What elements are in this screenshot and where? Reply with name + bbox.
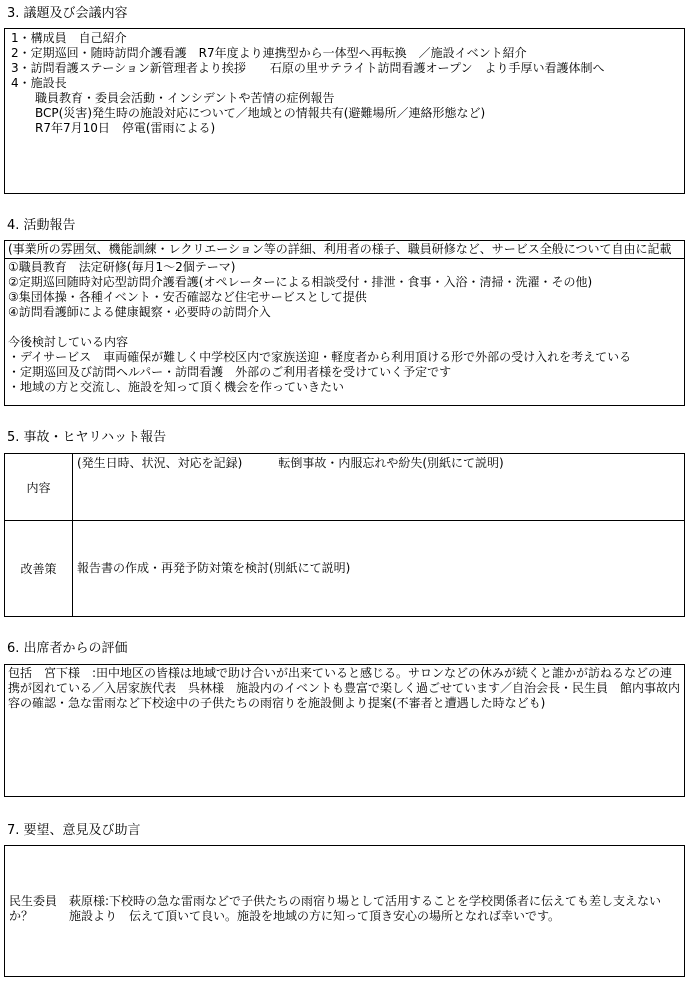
section5-table [4, 453, 685, 617]
section5-row-divider [5, 520, 684, 521]
section3-heading: 3. 議題及び会議内容 [7, 6, 128, 21]
section7-heading: 7. 要望、意見及び助言 [7, 823, 141, 838]
section4-line: 今後検討している内容 [8, 335, 129, 349]
section5-row2-label: 改善策 [5, 521, 73, 616]
section4-line: ・地域の方と交流し、施設を知って頂く機会を作っていきたい [8, 380, 345, 394]
section7-box [4, 845, 685, 977]
section6-box [4, 664, 685, 797]
section3-line: R7年7月10日 停電(雷雨による) [11, 121, 216, 135]
section6-heading: 6. 出席者からの評価 [7, 641, 128, 656]
section3-line: 3・訪問看護ステーション新管理者より挨拶 石原の里サテライト訪問看護オープン より手厚い看護体制へ [11, 61, 605, 75]
section3-line: 職員教育・委員会活動・インシデントや苦情の症例報告 [11, 91, 335, 105]
section3-line: BCP(災害)発生時の施設対応について／地域との情報共有(避難場所／連絡形態など) [11, 106, 486, 120]
section6-text: 包括 宮下様 :田中地区の皆様は地域で助け合いが出来ていると感じる。サロンなどの休みが続くと誰かが訪ねるなどの連携が図れている／入居家族代表 呉林様 施設内のイベントも豊富で楽しく過ごせています／自治会長・民生員 館内事故内容の確認・急な雷雨など下校途中の子供たちの雨宿りを施設側より提案(不審者と遭遇した時なども) [8, 666, 681, 710]
section7-text: 民生委員 萩原様:下校時の急な雷雨などで子供たちの雨宿り場として活用することを学校関係者に伝えても差し支えないか？ 施設より 伝えて頂いて良い。施設を地域の方に知って頂き安心の場所となれば幸いです。 [9, 894, 662, 923]
section3-line: 4・施設長 [11, 76, 67, 90]
section5-row1-label: 内容 [5, 454, 73, 520]
section3-box [4, 28, 685, 194]
section4-heading: 4. 活動報告 [7, 218, 76, 233]
section5-row2-text: 報告書の作成・再発予防対策を検討(別紙にて説明) [77, 561, 351, 575]
section4-line: ①職員教育 法定研修(毎月1～2個テーマ) [8, 260, 236, 274]
section4-line: (事業所の雰囲気、機能訓練・レクリエーション等の詳細、利用者の様子、職員研修など、サービス全般について自由に記載 [8, 242, 672, 256]
section4-line: ③集団体操・各種イベント・安否確認など住宅サービスとして提供 [8, 290, 367, 304]
section3-line: 2・定期巡回・随時訪問介護看護 R7年度より連携型から一体型へ再転換 ／施設イベント紹介 [11, 46, 527, 60]
section4-divider [5, 258, 684, 259]
section4-line [8, 320, 684, 335]
section4-line: ②定期巡回随時対応型訪問介護看護(オペレーターによる相談受付・排泄・食事・入浴・清掃・洗濯・その他) [8, 275, 593, 289]
section3-line: 1・構成員 自己紹介 [11, 31, 127, 45]
section5-row1-text: (発生日時、状況、対応を記録) 転倒事故・内服忘れや紛失(別紙にて説明) [77, 456, 504, 470]
section4-line: ・デイサービス 車両確保が難しく中学校区内で家族送迎・軽度者から利用頂ける形で外部の受け入れを考えている [8, 350, 632, 364]
section4-line: ・定期巡回及び訪問ヘルパー・訪問看護 外部のご利用者様を受けていく予定です [8, 365, 452, 379]
section4-box [4, 240, 685, 406]
section4-line: ④訪問看護師による健康観察・必要時の訪問介入 [8, 305, 271, 319]
section5-heading: 5. 事故・ヒヤリハット報告 [7, 430, 167, 445]
